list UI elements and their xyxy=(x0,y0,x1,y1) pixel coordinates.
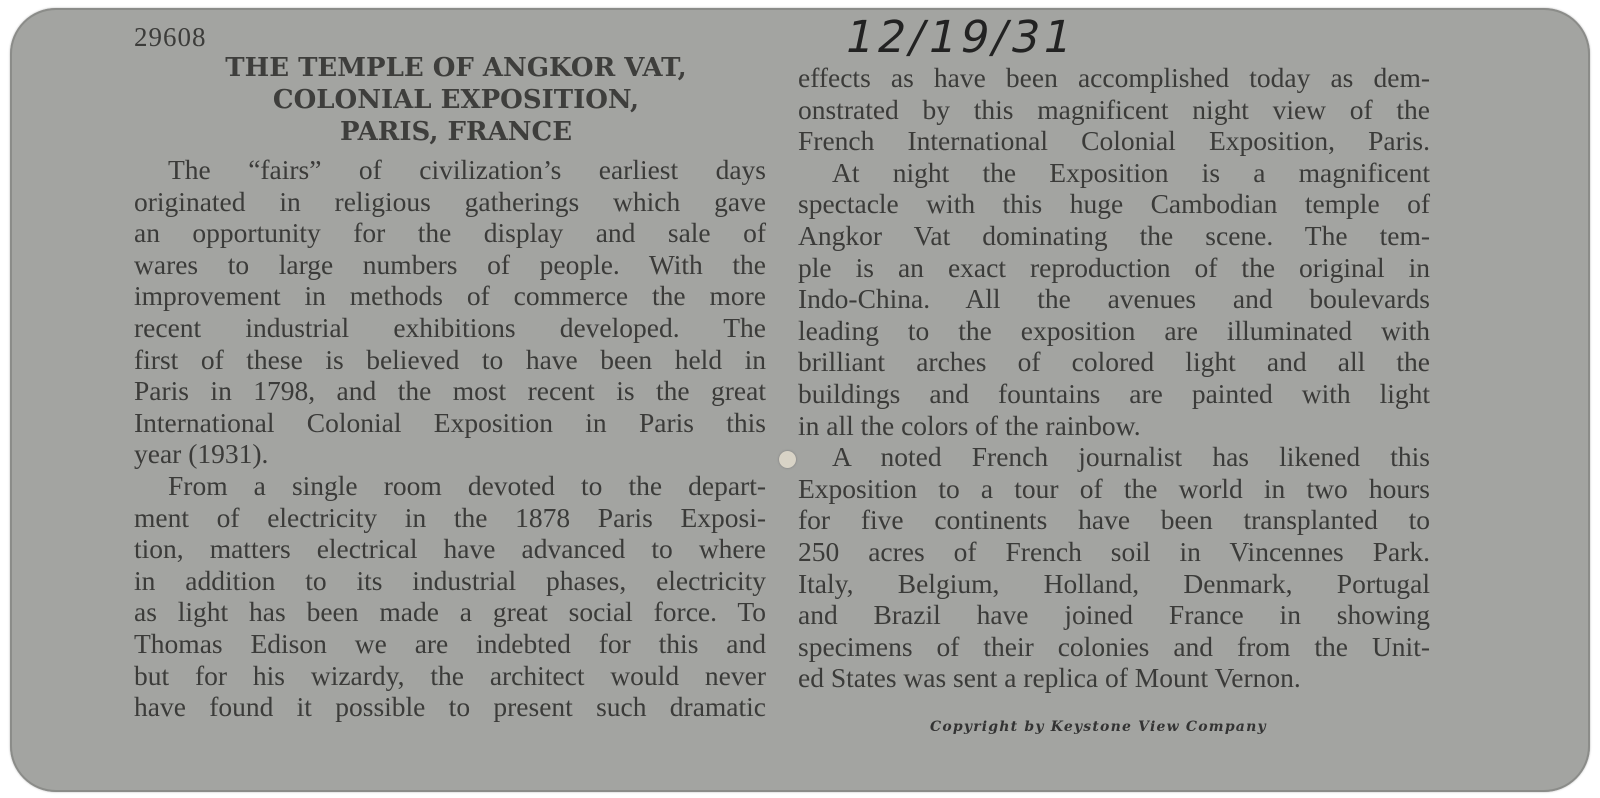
text-line: International Colonial Exposition in Paris this xyxy=(134,406,766,438)
right-text-column xyxy=(798,62,1430,694)
left-text-column xyxy=(134,154,766,723)
text-line: but for his wizardy, the architect would never xyxy=(134,659,766,691)
text-line: year (1931). xyxy=(134,438,269,470)
text-line: The “fairs” of civilization’s earliest days xyxy=(168,154,766,185)
text-line: and Brazil have joined France in showing xyxy=(798,599,1430,631)
text-line: spectacle with this huge Cambodian temple of xyxy=(798,188,1430,220)
text-line: At night the Exposition is a magnificent xyxy=(832,156,1430,188)
text-line: recent industrial exhibitions developed. The xyxy=(134,311,766,343)
text-line: Indo-China. All the avenues and boulevards xyxy=(798,283,1430,315)
title-line: COLONIAL EXPOSITION, xyxy=(272,85,640,115)
text-line: From a single room devoted to the depart- xyxy=(168,469,766,501)
text-line: Angkor Vat dominating the scene. The tem- xyxy=(798,219,1430,251)
text-line: leading to the exposition are illuminated with xyxy=(798,314,1430,346)
text-line: as light has been made a great social force. To xyxy=(134,596,766,628)
text-line: Paris in 1798, and the most recent is the great xyxy=(134,375,766,407)
text-line: effects as have been accomplished today as dem- xyxy=(798,62,1430,93)
text-line: ple is an exact reproduction of the original in xyxy=(798,251,1430,283)
text-line: an opportunity for the display and sale of xyxy=(134,217,766,249)
text-line: onstrated by this magnificent night view of the xyxy=(798,93,1430,125)
text-line: A noted French journalist has likened this xyxy=(832,441,1430,473)
text-line: have found it possible to present such dramatic xyxy=(134,691,766,723)
text-line: 250 acres of French soil in Vincennes Park. xyxy=(798,535,1430,567)
text-line: Italy, Belgium, Holland, Denmark, Portugal xyxy=(798,567,1430,599)
text-line: tion, matters electrical have advanced to where xyxy=(134,533,766,565)
text-line: specimens of their colonies and from the Unit- xyxy=(798,630,1430,662)
text-line: originated in religious gatherings which gave xyxy=(134,185,766,217)
text-line: in all the colors of the rainbow. xyxy=(798,409,1141,441)
title-line: THE TEMPLE OF ANGKOR VAT, xyxy=(225,53,687,83)
text-line: first of these is believed to have been held in xyxy=(134,343,766,375)
punch-hole xyxy=(779,451,796,468)
text-line: for five continents have been transplanted to xyxy=(798,504,1430,536)
card-title xyxy=(150,52,762,148)
text-line: brilliant arches of colored light and all the xyxy=(798,346,1430,378)
text-line: ment of electricity in the 1878 Paris Exposi- xyxy=(134,501,766,533)
text-line: buildings and fountains are painted with light xyxy=(798,377,1430,409)
copyright-notice: Copyright by Keystone View Company xyxy=(930,719,1267,735)
title-line: PARIS, FRANCE xyxy=(339,117,573,147)
text-line: ed States was sent a replica of Mount Vernon. xyxy=(798,662,1301,694)
handwritten-date: 12/19/31 xyxy=(840,12,1082,63)
text-line: Thomas Edison we are indebted for this and xyxy=(134,627,766,659)
text-line: improvement in methods of commerce the more xyxy=(134,280,766,312)
catalog-number: 29608 xyxy=(134,22,207,52)
text-line: in addition to its industrial phases, electricity xyxy=(134,564,766,596)
text-line: French International Colonial Exposition, Paris. xyxy=(798,125,1430,157)
text-line: wares to large numbers of people. With the xyxy=(134,248,766,280)
text-line: Exposition to a tour of the world in two hours xyxy=(798,472,1430,504)
